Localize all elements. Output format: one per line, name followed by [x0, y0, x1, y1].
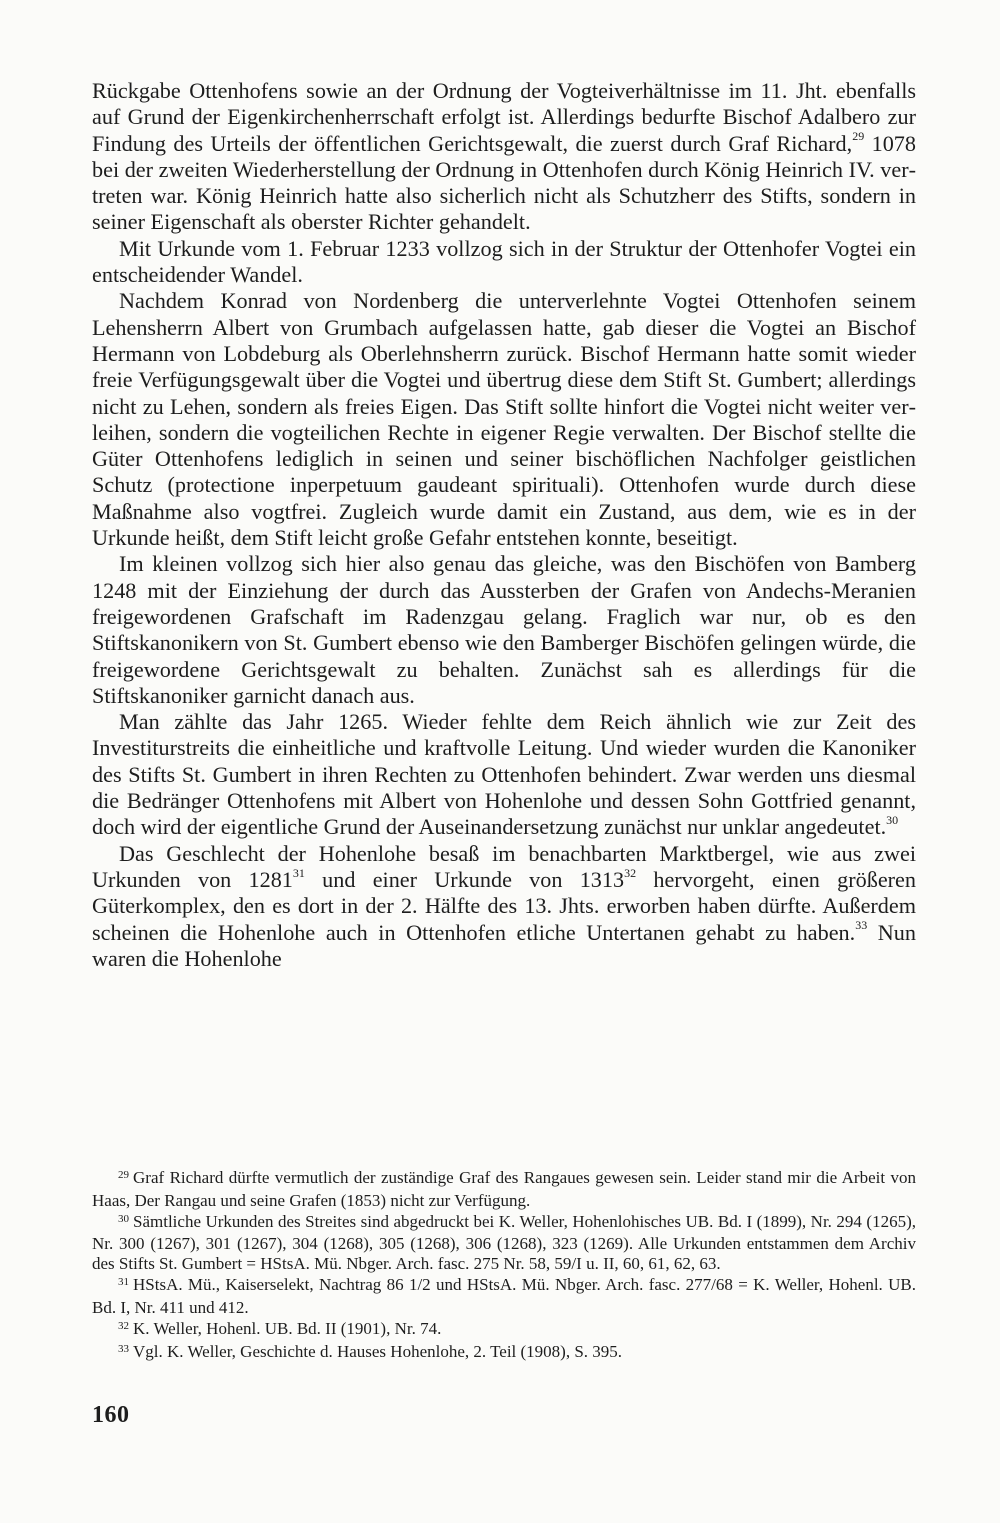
footnote-ref-32: 32: [624, 865, 637, 880]
footnote-number: 30: [118, 1212, 129, 1225]
footnote: [92, 1212, 916, 1274]
paragraph-2: Mit Urkunde vom 1. Februar 1233 vollzog sich in der Struktur der Ottenhofer Vogtei ein entscheidender Wandel.: [92, 235, 916, 288]
paragraph-text: Rückgabe Ottenhofens sowie an der Ordnung der Vogteiverhältnisse im 11. Jht. ebenfalls auf Grund der Eigenkirchenherrschaft erfolgt ist. Allerdings bedurfte Bischof Adalbero zur Findung des Urteils der öffentlichen Gerichtsgewalt, die zuerst durch Graf Richard,: [92, 78, 916, 156]
footnote-ref-29: 29: [852, 129, 865, 144]
footnote-number: 29: [118, 1169, 129, 1181]
footnotes: [92, 1168, 916, 1366]
paragraph-3: Nachdem Konrad von Nordenberg die unterverlehnte Vogtei Ottenhofen seinem Lehensherrn Albert von Grumbach aufgelassen hatte, gab dieser die Vogtei an Bischof Hermann von Lobdeburg als Oberlehnsherrn zurück. Bischof Hermann hatte somit wieder freie Verfügungsgewalt über die Vogtei und übertrug diese dem Stift St. Gumbert; allerdings nicht zu Lehen, sondern als freies Eigen. Das Stift sollte hinfort die Vogtei nicht weiter verleihen, sondern die vogteilichen Rechte in eigener Regie verwalten. Der Bischof stellte die Güter Ottenhofens lediglich in seinen und seiner bischöflichen Nachfolger geistlichen Schutz (protectione inperpetuum gaudeant spirituali). Ottenhofen wurde durch diese Maßnahme also vogtfrei. Zugleich wurde damit ein Zustand, aus dem, wie es in der Urkunde heißt, dem Stift leicht große Gefahr entstehen konnte, beseitigt.: [92, 288, 916, 551]
paragraph-text: und einer Urkunde von 1313: [304, 866, 625, 892]
footnote-number: 31: [118, 1275, 129, 1288]
paragraph-1: [92, 78, 916, 236]
paragraph-6: [92, 841, 916, 972]
footnote: [92, 1275, 916, 1318]
paragraph-text: Nun waren die Hohenlohe: [92, 919, 916, 971]
footnote: [92, 1168, 916, 1211]
footnote-text: Graf Richard dürfte vermutlich der zuständige Graf des Rangaues gewesen sein. Leider stand mir die Arbeit von Haas, Der Rangau und seine Grafen (1853) nicht zur Verfügung.: [92, 1168, 916, 1210]
footnote-text: HStsA. Mü., Kaiserselekt, Nachtrag 86 1/2 und HStsA. Mü. Nbger. Arch. fasc. 277/68 = K. Weller, Hohenl. UB. Bd. I, Nr. 411 und 412.: [92, 1274, 916, 1317]
footnote-number: 33: [118, 1343, 129, 1356]
footnote: [92, 1319, 916, 1342]
footnote-ref-30: 30: [886, 812, 899, 827]
footnote-ref-33: 33: [855, 918, 868, 933]
footnote-text: K. Weller, Hohenl. UB. Bd. II (1901), Nr. 74.: [133, 1318, 442, 1338]
footnote: [92, 1342, 916, 1365]
footnote-text: Vgl. K. Weller, Geschichte d. Hauses Hohenlohe, 2. Teil (1908), S. 395.: [133, 1342, 623, 1362]
page-number: 160: [92, 1402, 130, 1428]
main-text: [92, 78, 916, 972]
paragraph-text: 1078 bei der zweiten Wiederherstellung der Ordnung in Ottenhofen durch König Heinrich IV. vertreten war. König Heinrich hatte also sicherlich nicht als Schutzherr des Stifts, sondern in seiner Eigenschaft als oberster Richter gehandelt.: [92, 130, 916, 235]
paragraph-text: Das Geschlecht der Hohenlohe besaß im benachbarten Marktbergel, wie aus zwei Urkunden von 1281: [92, 840, 916, 892]
footnote-text: Sämtliche Urkunden des Streites sind abgedruckt bei K. Weller, Hohenlohisches UB. Bd. I (1899), Nr. 294 (1265), Nr. 300 (1267), 301 (1267), 304 (1268), 305 (1268), 306 (1268), 323 (1269). Alle Urkunden entstammen dem Archiv des Stifts St. Gumbert = HStsA. Mü. Nbger. Arch. fasc. 275 Nr. 58, 59/I u. II, 60, 61, 62, 63.: [92, 1211, 916, 1274]
paragraph-text: hervorgeht, einen größeren Güterkomplex, den es dort in der 2. Hälfte des 13. Jhts. erworben haben dürfte. Außerdem scheinen die Hohenlohe auch in Ottenhofen etliche Untertanen gehabt zu haben.: [92, 866, 917, 945]
footnote-ref-31: 31: [292, 865, 305, 880]
paragraph-text: Man zählte das Jahr 1265. Wieder fehlte dem Reich ähnlich wie zur Zeit des Investiturstreits die einheitliche und kraftvolle Leitung. Und wieder wurden die Kanoniker des Stifts St. Gumbert in ihren Rechten zu Ottenhofen behindert. Zwar werden uns diesmal die Bedränger Ottenhofens mit Albert von Hohenlohe und dessen Sohn Gottfried genannt, doch wird der eigentliche Grund der Auseinandersetzung zunächst nur unklar angedeutet.: [92, 709, 916, 840]
footnote-number: 32: [118, 1319, 129, 1332]
paragraph-5: [92, 709, 916, 840]
paragraph-4: Im kleinen vollzog sich hier also genau das gleiche, was den Bischöfen von Bamberg 1248 mit der Einziehung der durch das Aussterben der Grafen von Andechs-Meranien freigewordenen Grafschaft im Radenzgau gelang. Fraglich war nur, ob es den Stiftskanonikern von St. Gumbert ebenso wie den Bamberger Bischöfen gelingen würde, die freigewordene Gerichtsgewalt zu behalten. Zunächst sah es allerdings für die Stiftskanoniker garnicht danach aus.: [92, 551, 916, 708]
